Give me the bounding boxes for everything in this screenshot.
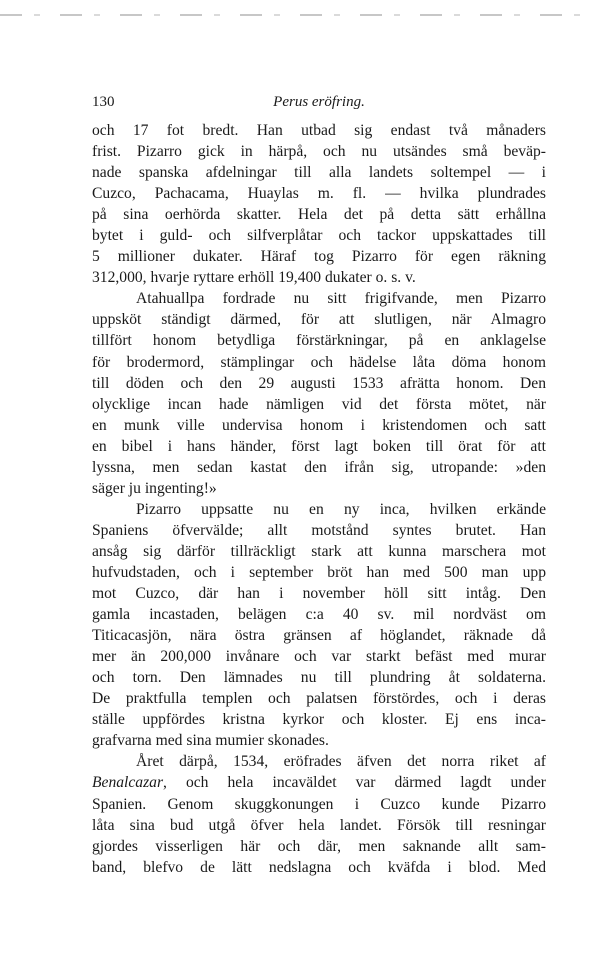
text-line: och torn. Den lämnades nu till plundring åt soldaterna. bbox=[92, 669, 546, 687]
text-line: och 17 fot bredt. Han utbad sig endast två månaders bbox=[92, 122, 546, 139]
body-text bbox=[92, 120, 546, 878]
text-line: Spanien. Genom skuggkonungen i Cuzco kunde Pizarro bbox=[92, 795, 546, 813]
text-line: ansåg sig därför tillräckligt stark att kunna marschera mot bbox=[92, 542, 546, 560]
text-line: 5 millioner dukater. Häraf tog Pizarro för egen räkning bbox=[92, 248, 546, 266]
text-line: grafvarna med sina mumier skonades. bbox=[92, 732, 329, 750]
text-line: Titicacasjön, nära östra gränsen af höglandet, räknade då bbox=[92, 627, 546, 645]
paragraph bbox=[92, 120, 546, 288]
text-line: ställe uppfördes kristna kyrkor och kloster. Ej ens inca- bbox=[92, 711, 546, 729]
text-line: tillfört honom betydliga förstärkningar, på en anklagelse bbox=[92, 332, 546, 350]
text-line: lyssna, men sedan kastat den ifrån sig, utropande: »den bbox=[92, 458, 546, 476]
text-line: Pizarro uppsatte nu en ny inca, hvilken erkände bbox=[136, 500, 546, 518]
text-line: en munk ville undervisa honom i kristendomen och satt bbox=[92, 416, 546, 434]
text-line: gamla incastaden, belägen c:a 40 sv. mil nordväst om bbox=[92, 606, 546, 624]
text-line: Benalcazar, och hela incaväldet var därmed lagdt under bbox=[92, 774, 546, 792]
text-line: på sina oerhörda skatter. Hela det på detta sätt erhållna bbox=[92, 206, 546, 224]
text-line: frist. Pizarro gick in härpå, och nu utsändes små beväp- bbox=[92, 143, 546, 161]
page-header bbox=[92, 94, 546, 116]
text-line: låta sina bud utgå öfver hela landet. Försök till resningar bbox=[92, 816, 546, 834]
text-line: 312,000, hvarje ryttare erhöll 19,400 dukater o. s. v. bbox=[92, 269, 416, 287]
text-line: hufvudstaden, och i september bröt han med 500 man upp bbox=[92, 563, 546, 581]
text-line: en bibel i hans händer, först lagt boken till örat för att bbox=[92, 437, 546, 455]
text-line: De praktfulla templen och palatsen förstördes, och i deras bbox=[92, 690, 546, 708]
text-line: bytet i guld- och silfverplåtar och tackor uppskattades till bbox=[92, 227, 546, 245]
scan-edge-artifact bbox=[0, 14, 600, 16]
text-line: mer än 200,000 invånare och var starkt befäst med murar bbox=[92, 648, 546, 666]
paragraph bbox=[92, 751, 546, 877]
text-line: till döden och den 29 augusti 1533 afrätta honom. Den bbox=[92, 374, 546, 392]
text-line: olycklige incan hade nämligen vid det första mötet, när bbox=[92, 395, 546, 413]
text-line: för brodermord, stämplingar och hädelse låta döma honom bbox=[92, 353, 546, 371]
text-line: gjordes visserligen här och där, men saknande allt sam- bbox=[92, 837, 546, 855]
paragraph bbox=[92, 499, 546, 752]
text-line: Atahuallpa fordrade nu sitt frigifvande, men Pizarro bbox=[136, 290, 546, 308]
page-number: 130 bbox=[92, 94, 115, 110]
text-line: nade spanska afdelningar till alla landets soltempel — i bbox=[92, 164, 546, 182]
text-line: uppsköt ständigt därmed, för att slutligen, när Almagro bbox=[92, 311, 546, 329]
text-line: Året därpå, 1534, eröfrades äfven det norra riket af bbox=[136, 753, 546, 771]
text-line: band, blefvo de lätt nedslagna och kväfda i blod. Med bbox=[92, 858, 546, 876]
text-line: Cuzco, Pachacama, Huaylas m. fl. — hvilka plundrades bbox=[92, 185, 546, 203]
paragraph bbox=[92, 288, 546, 498]
text-line: mot Cuzco, där han i november höll sitt intåg. Den bbox=[92, 585, 546, 603]
text-line: säger ju ingenting!» bbox=[92, 479, 217, 497]
text-line: Spaniens öfvervälde; allt motstånd syntes brutet. Han bbox=[92, 521, 546, 539]
running-title: Perus eröfring. bbox=[273, 94, 365, 110]
